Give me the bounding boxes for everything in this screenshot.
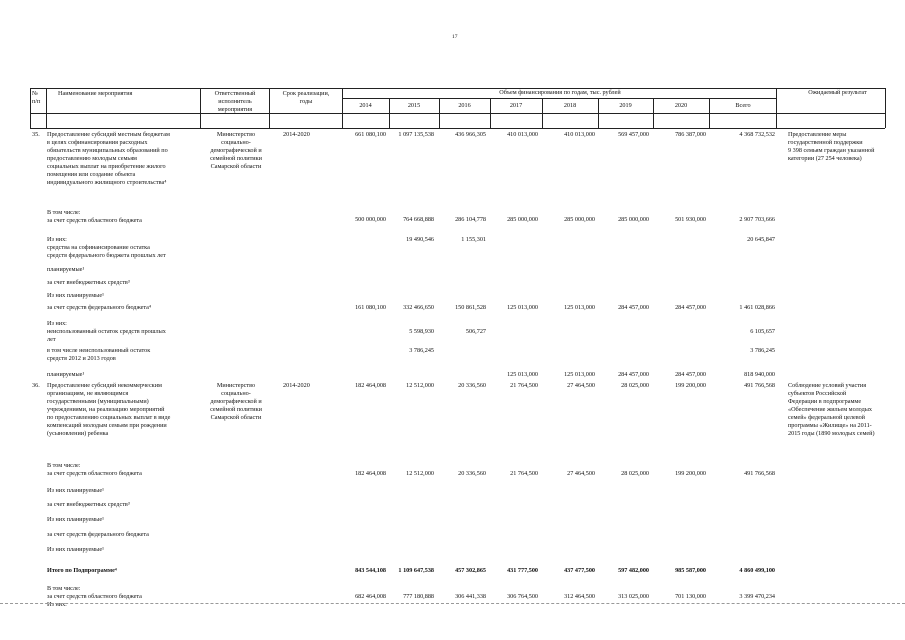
item36-row-label-5: Из них планируемые¹ <box>47 546 104 553</box>
header-year-2016: 2016 <box>458 102 471 109</box>
table-rule-vertical <box>200 88 201 128</box>
item35-row-5-value-2016: 150 861,528 <box>455 304 486 311</box>
item35-row-5-value-2017: 125 013,000 <box>507 304 538 311</box>
item36-row-0-value-2018: 27 464,500 <box>567 470 595 477</box>
item35-row-5-value-2015: 332 466,650 <box>403 304 434 311</box>
item35-row-0-value-2014: 500 000,000 <box>355 216 386 223</box>
item36-period: 2014-2020 <box>283 382 310 389</box>
item35-row-1-value-total: 20 645,847 <box>747 236 775 243</box>
item35-row-5-value-2020: 284 457,000 <box>675 304 706 311</box>
item35-row-0-value-2015: 764 668,888 <box>403 216 434 223</box>
item36-num: 36. <box>32 382 40 389</box>
item35-row-7-value-2015: 3 786,245 <box>409 347 434 354</box>
item35-row-0-value-2018: 285 000,000 <box>564 216 595 223</box>
scan-edge <box>0 603 905 604</box>
header-financing: Объем финансирования по годам, тыс. рублей <box>499 89 621 96</box>
total-value-2014: 843 544,108 <box>355 567 386 574</box>
total-value-2018: 437 477,500 <box>564 567 595 574</box>
item36-row-0-value-2017: 21 764,500 <box>510 470 538 477</box>
item35-value-2015: 1 097 135,538 <box>398 131 434 138</box>
item36-row-0-value-2019: 28 025,000 <box>621 470 649 477</box>
item35-row-8-value-total: 818 940,000 <box>744 371 775 378</box>
table-rule-horizontal <box>30 128 885 129</box>
item35-row-label-7: в том числе неиспользованный остаток средств 2012 и 2013 годов <box>47 347 151 362</box>
item36-row-label-0: В том числе: за счет средств областного бюджета <box>47 462 142 477</box>
item35-row-6-value-total: 6 105,657 <box>750 328 775 335</box>
total-row-0-value-2020: 701 130,000 <box>675 593 706 600</box>
item35-row-6-value-2016: 506,727 <box>465 328 486 335</box>
total-label: Итого по Подпрограмме⁴ <box>47 567 117 574</box>
table-rule-vertical <box>885 88 886 128</box>
item36-row-0-value-2016: 20 336,560 <box>458 470 486 477</box>
total-row-0-value-2016: 306 441,338 <box>455 593 486 600</box>
total-row-0-value-total: 3 399 470,234 <box>739 593 775 600</box>
item35-num: 35. <box>32 131 40 138</box>
header-year-2018: 2018 <box>563 102 577 109</box>
item36-value-2015: 12 512,000 <box>406 382 434 389</box>
header-year-2019: 2019 <box>619 102 632 109</box>
total-value-2017: 431 777,500 <box>507 567 538 574</box>
item35-row-0-value-2016: 286 104,778 <box>455 216 486 223</box>
item36-value-2020: 199 200,000 <box>675 382 706 389</box>
item35-value-total: 4 368 732,532 <box>739 131 775 138</box>
item35-row-8-value-2020: 284 457,000 <box>675 371 706 378</box>
item35-value-2019: 569 457,000 <box>618 131 649 138</box>
header-year-2014: 2014 <box>359 102 372 109</box>
item35-value-2016: 436 966,305 <box>455 131 486 138</box>
item35-value-2020: 786 387,000 <box>675 131 706 138</box>
total-row-label-1: Из них: <box>47 601 67 608</box>
total-value-2020: 985 587,000 <box>675 567 706 574</box>
item35-row-5-value-total: 1 461 028,866 <box>739 304 775 311</box>
item35-row-5-value-2018: 125 013,000 <box>564 304 595 311</box>
item35-row-5-value-2014: 161 080,100 <box>355 304 386 311</box>
item36-value-2017: 21 764,500 <box>510 382 538 389</box>
item36-row-0-value-2020: 199 200,000 <box>675 470 706 477</box>
header-year-2017: 2017 <box>509 102 523 109</box>
item35-period: 2014-2020 <box>283 131 310 138</box>
item35-row-1-value-2015: 19 490,546 <box>406 236 434 243</box>
item35-row-label-2: планируемые¹ <box>47 266 85 273</box>
item36-value-2016: 20 336,560 <box>458 382 486 389</box>
header-year-2015: 2015 <box>407 102 421 109</box>
total-value-2016: 457 302,865 <box>455 567 486 574</box>
item35-row-label-0: В том числе: за счет средств областного бюджета <box>47 209 142 224</box>
item36-value-2019: 28 025,000 <box>621 382 649 389</box>
header-year-2020: 2020 <box>674 102 688 109</box>
item35-value-2014: 661 080,100 <box>355 131 386 138</box>
total-value-total: 4 860 499,100 <box>739 567 775 574</box>
total-row-0-value-2019: 313 025,000 <box>618 593 649 600</box>
item35-row-6-value-2015: 5 598,930 <box>409 328 434 335</box>
item35-row-0-value-2017: 285 000,000 <box>507 216 538 223</box>
item35-row-8-value-2019: 284 457,000 <box>618 371 649 378</box>
item35-row-7-value-total: 3 786,245 <box>750 347 775 354</box>
item36-row-label-3: Из них планируемые¹ <box>47 516 104 523</box>
item36-row-0-value-total: 491 766,568 <box>744 470 775 477</box>
total-row-0-value-2018: 312 464,500 <box>564 593 595 600</box>
header-result: Ожидаемый результат <box>808 89 867 96</box>
item35-row-5-value-2019: 284 457,000 <box>618 304 649 311</box>
total-value-2015: 1 109 647,538 <box>398 567 434 574</box>
header-year-total: Всего <box>735 102 751 109</box>
table-rule-vertical <box>46 88 47 128</box>
item35-row-label-6: Из них: неиспользованный остаток средств прошлых лет <box>47 320 166 343</box>
header-responsible: Ответственный исполнитель мероприятия <box>214 90 256 113</box>
total-row-label-0: В том числе: за счет средств областного бюджета <box>47 585 142 600</box>
total-row-0-value-2014: 682 464,008 <box>355 593 386 600</box>
item36-row-0-value-2014: 182 464,008 <box>355 470 386 477</box>
item35-row-0-value-2019: 285 000,000 <box>618 216 649 223</box>
item35-name: Предоставление субсидий местным бюджетам в целях софинансирования расходных обязательств муниципальных образований по предоставлению молодым семьям социальных выплат на приобретение жилого помещения или создание объекта индивидуального жилищного строительства⁴ <box>47 131 170 186</box>
item35-row-label-8: планируемые¹ <box>47 371 85 378</box>
item35-row-label-5: за счет средств федерального бюджета⁴ <box>47 304 152 311</box>
item35-value-2018: 410 013,000 <box>564 131 595 138</box>
item36-row-label-4: за счет средств федерального бюджета <box>47 531 149 538</box>
header-num: № п/п <box>32 90 41 105</box>
item36-responsible: Министерство социально- демографической и семейной политики Самарской области <box>210 382 262 421</box>
item36-value-total: 491 766,568 <box>744 382 775 389</box>
item36-row-label-1: Из них планируемые¹ <box>47 487 104 494</box>
item35-responsible: Министерство социально- демографической и семейной политики Самарской области <box>210 131 262 170</box>
total-row-0-value-2015: 777 180,888 <box>403 593 434 600</box>
total-row-0-value-2017: 306 764,500 <box>507 593 538 600</box>
item36-value-2018: 27 464,500 <box>567 382 595 389</box>
header-name: Наименование мероприятия <box>58 90 133 97</box>
item35-row-0-value-total: 2 907 703,666 <box>739 216 775 223</box>
page-number: 17 <box>452 34 458 40</box>
table-rule-horizontal <box>342 98 776 99</box>
item36-row-label-2: за счет внебюджетных средств³ <box>47 501 130 508</box>
table-rule-horizontal <box>30 113 885 114</box>
item35-row-0-value-2020: 501 930,000 <box>675 216 706 223</box>
item36-name: Предоставление субсидий некоммерческим организациям, не являющимся государственными (муниципальными) учреждениями, на реализацию мероприятий по предоставлению социальных выплат в виде компенсаций молодым семьям при рождении (усыновлении) ребенка <box>47 382 171 437</box>
item35-row-8-value-2017: 125 013,000 <box>507 371 538 378</box>
header-period: Срок реализации, годы <box>282 90 330 105</box>
total-value-2019: 597 482,000 <box>618 567 649 574</box>
item35-row-label-4: Из них планируемые¹ <box>47 292 104 299</box>
item36-result: Соблюдение условий участия субъектов Российской Федерации в подпрограмме «Обеспечение жильем молодых семей» федеральной целевой программы «Жилище» на 2011- 2015 годы (1890 молодых семей) <box>788 382 875 437</box>
item35-value-2017: 410 013,000 <box>507 131 538 138</box>
item35-row-1-value-2016: 1 155,301 <box>461 236 486 243</box>
item35-result: Предоставление меры государственной поддержки 9 398 семьям граждан указанной категории (27 254 человека) <box>788 131 875 162</box>
item35-row-label-3: за счет внебюджетных средств³ <box>47 279 130 286</box>
item35-row-label-1: Из них: средства на софинансирование остатка средств федерального бюджета прошлых лет <box>47 236 166 259</box>
item36-value-2014: 182 464,008 <box>355 382 386 389</box>
item35-row-8-value-2018: 125 013,000 <box>564 371 595 378</box>
table-rule-vertical <box>30 88 31 128</box>
item36-row-0-value-2015: 12 512,000 <box>406 470 434 477</box>
